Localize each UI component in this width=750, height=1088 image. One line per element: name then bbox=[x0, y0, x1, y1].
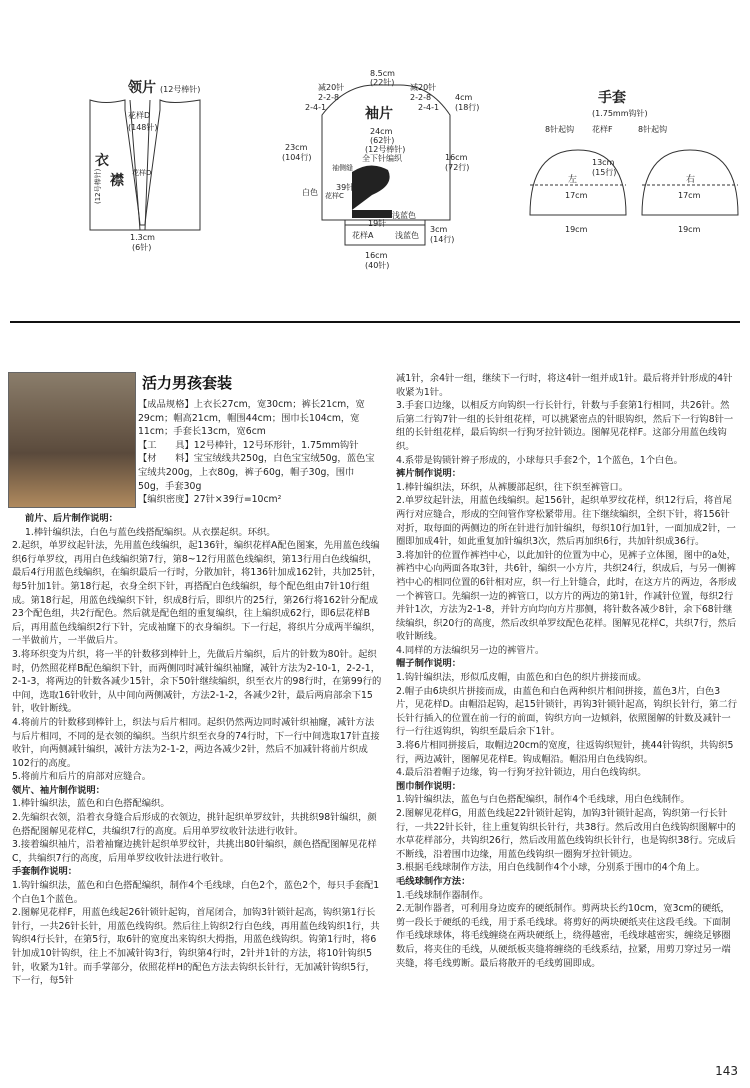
mitten-height-rows: (15行) bbox=[592, 168, 617, 177]
sleeve-title: 袖片 bbox=[365, 106, 393, 122]
col2_sections-para: 4.最后沿着帽子边缘，钩一行狗牙拉针锁边，用白色线钩织。 bbox=[396, 767, 647, 779]
col1_sections-para: 1.棒针编织法，蓝色和白色搭配编织。 bbox=[12, 798, 170, 810]
col1_sections-para: 手套制作说明： bbox=[12, 866, 78, 878]
page-number: 143 bbox=[715, 1064, 738, 1078]
section-divider bbox=[10, 321, 740, 323]
col1_sections-para: 1.钩针编织法，蓝色和白色搭配编织，制作4个毛线球，白色2个，蓝色2个，每只手套配1个白色1个蓝色。 bbox=[12, 880, 380, 905]
col1-para: 【材 料】宝宝绒线共250g，白色宝宝绒50g，蓝色宝宝绒共200g，上衣80g，裤子60g，帽子30g，围巾50g，手套30g bbox=[138, 453, 375, 492]
col2_sections-para: 3.将加针的位置作裤裆中心，以此加针的位置为中心，见裤子立体图，图中的a处，裤裆中心向两面各取3针，共6针，编织一小方片，共织24行，织成后，与另一侧裤裆中心的相同位置的6针相对应，织一行上针缝合，此时，在这方片的两边，各形成一个裤管口。先编织一边的裤管口，以方片的两边的第1针，作减针位置，每织2行并针1次，方法为2-1-8，并针方向均向方片那侧，将针数各减少8针，余下68针继续编织，织20行的高度，然后改织单罗纹配色花样。图解见花样C，共织7行，然后收针断线。 bbox=[396, 549, 737, 643]
col2_sections-para: 裤片制作说明： bbox=[396, 468, 462, 480]
col2_sections-para: 1.钩针编织法，蓝色与白色搭配编织，制作4个毛线球，用白色线制作。 bbox=[396, 794, 690, 806]
col2_sections-para: 3.根据毛线球制作方法，用白色线制作4个小球，分别系于围巾的4个角上。 bbox=[396, 862, 705, 874]
mitten-needle: (1.75mm钩针) bbox=[592, 109, 648, 118]
sleeve-body-rows: (72行) bbox=[445, 163, 470, 172]
sleeve-white: 白色 bbox=[302, 188, 318, 197]
sleeve-mid-width: 24cm bbox=[370, 127, 393, 136]
collar-title: 领片 bbox=[128, 80, 156, 96]
collar-pattern: 花样D bbox=[128, 111, 151, 120]
col1_sections-para: 4.将前片的针数移到棒针上，织法与后片相同。起织仍然两边同时减针织袖窿，减针方法与后片相同，不同的是衣领的编织。当织片织至衣身的74行时，下一行中间选取17针直接收针，向两侧减针编织，减针方法为2-1-2，两边各减少2针，然后不加减针将前片织成102行的高度。 bbox=[12, 716, 380, 769]
column-right bbox=[396, 372, 738, 970]
sleeve-cap-height: 4cm bbox=[455, 93, 473, 102]
article-title: 活力男孩套装 bbox=[142, 374, 233, 392]
sleeve-cap-rows: (18行) bbox=[455, 103, 480, 112]
col1-para: 【成品规格】上衣长27cm，宽30cm；裤长21cm，宽29cm；帽高21cm，帽围44cm；围巾长104cm，宽11cm；手套长13cm，宽6cm bbox=[138, 399, 365, 438]
col1_sections-para: 5.将前片和后片的肩部对应缝合。 bbox=[12, 771, 152, 783]
col1_sections-para: 2.先编织衣领，沿着衣身缝合后形成的衣领边，挑针起织单罗纹针，共挑织98针编织，颜色搭配图解见花样C，共编织7行的高度。后用单罗纹收针法进行收针。 bbox=[12, 812, 377, 837]
diagram-area bbox=[0, 0, 750, 320]
col1_sections-para: 前片、后片制作说明： bbox=[25, 513, 118, 524]
col2_sections-para: 3.手套口边缘，以相反方向钩织一行长针行，针数与手套第1行相同，共26针。然后第二行钩7针一组的长针组花样，可以挑紧密点的针眼钩织，然后下一行钩8针一组的长针组花样，最后钩织一行狗牙拉针锁边。图解见花样F。这部分用蓝色线钩织。 bbox=[396, 400, 734, 452]
col2_sections-para: 2.图解见花样G，用蓝色线起22针锁针起钩，加钩3针锁针起高，钩织第一行长针行，一共22针长针，往上重复钩织长针行，共38行。然后改用白色线钩织图解中的水草花样部分，共钩织26行，然后改用蓝色线钩织长针行，也是钩织38行。完成后不断线，沿着围巾边缘，用蓝色线钩织一圈狗牙拉针锁边。 bbox=[396, 808, 736, 860]
mitten-left-start: 8针起钩 bbox=[545, 125, 575, 134]
collar-needle-side: (12号棒针) bbox=[94, 168, 102, 204]
sleeve-full-pattern: 全下针编织 bbox=[362, 154, 402, 163]
sleeve-rib-rows: (14行) bbox=[430, 235, 455, 244]
col1_sections-para: 1.棒针编织法，白色与蓝色线搭配编织。从衣摆起织。环织。 bbox=[25, 526, 276, 538]
mitten-right-label: 右 bbox=[686, 175, 696, 185]
sleeve-blue: 浅蓝色 bbox=[392, 211, 416, 220]
col1_sections-para: 2.起织，单罗纹起针法，先用蓝色线编织，起136针，编织花样A配色图案，先用蓝色线编织6行单罗纹，再用白色线编织第7行，第8~12行用蓝色线编织，第13行用白色线编织，最后4行用蓝色线编织，在编织最后一行时，分散加针，将136针加成162针，共加25针，每5针加1针。第18行起，衣身全织下针，再搭配白色线编织，每个配色组由7针10行组成。第18行起，用蓝色线编织下针，织成8行后，即织片的25行，第26行将162针分配成23个配色组，共2行配色。然后就是配色组的重复编织，往上编织成62行，即6层花样B后，再用蓝色线编织2行下针，完成袖窿下的衣身编织。下一行起，将织片分成两半编织，一半做前片，一半做后片。 bbox=[12, 540, 382, 647]
mitten-right-start: 8针起钩 bbox=[638, 125, 668, 134]
sleeve-height: 23cm bbox=[285, 143, 308, 152]
sleeve-height-rows: (104行) bbox=[282, 153, 312, 162]
col2_sections-para: 4.系带是钩锁针辫子形成的，小球每只手套2个，1个蓝色，1个白色。 bbox=[396, 454, 683, 466]
spec-block bbox=[138, 398, 380, 507]
col1_sections-para: 2.图解见花样F，用蓝色线起26针锁针起钩，首尾闭合，加钩3针锁针起高，钩织第1行长针行，一共26针长针，用蓝色线钩织。然后往上钩织2行白色线，再用蓝色线钩织1行，共钩织4行长针，在第5行，取6针的宽度出来钩织大拇指，用蓝色线钩织。钩第1行时，将6针加成10针钩织，往上不加减针钩3行，钩织第4行时，2针并1针的方法，将10针钩织5针，收紧为1针。而手掌部分，依照花样H的配色方法去钩织长针行，无加减针钩织5行，下一行，每5针 bbox=[12, 907, 380, 987]
sleeve-dec-left: 减20针 bbox=[318, 83, 345, 92]
column-left bbox=[12, 512, 382, 988]
col2_sections-para: 围巾制作说明： bbox=[396, 780, 462, 792]
sleeve-dec-right: 减20针 bbox=[410, 83, 437, 92]
sleeve-dec-right-2: 2-2-8 bbox=[410, 93, 432, 102]
sleeve-top-width: 8.5cm bbox=[370, 69, 395, 78]
col2_sections-para: 毛线球制作方法： bbox=[396, 875, 471, 887]
mitten-title: 手套 bbox=[598, 90, 626, 106]
sleeve-dec-right-3: 2-4-1 bbox=[418, 103, 440, 112]
col2_sections-para: 2.无制作器者，可利用身边废弃的硬纸制作。剪两块长约10cm，宽3cm的硬纸，剪一段长于硬纸的毛线，用于系毛线球。将剪好的两块硬纸夹住这段毛线。下面制作毛线球球体，将毛线缠绕在两块硬纸上，绕得越密，毛线球越密实，缠绕足够圈数后，将夹住的毛线，从硬纸板夹缝将缠绕的毛线系结，拉紧，用剪刀穿过另一端夹缝，将毛线剪断。最后将散开的毛线剪圆即成。 bbox=[396, 903, 731, 969]
collar-pattern-side: 花样D bbox=[132, 169, 152, 177]
sleeve-body-height: 16cm bbox=[445, 153, 468, 162]
mitten-height: 13cm bbox=[592, 158, 615, 167]
sleeve-rib-height: 3cm bbox=[430, 225, 448, 234]
collar-needle: (12号棒针) bbox=[160, 85, 201, 94]
col1-para: 【编织密度】27针×39行=10cm² bbox=[138, 494, 282, 506]
col2_sections-para: 帽子制作说明： bbox=[396, 658, 462, 670]
col2_sections-para: 4.同样的方法编织另一边的裤管片。 bbox=[396, 644, 545, 656]
col2_sections-para: 2.单罗纹起针法，用蓝色线编织。起156针，起织单罗纹花样，织12行后，将首尾两行对应缝合，形成的空间管作穿松紧带用。往下继续编织，全织下针，将156针对折，取每面的两侧边的所在针进行加针编织，每织10行加1针，一面加成2针，一圈即加成4针，如此重复加针编织3次，然后再加织6行，共加针织成36行。 bbox=[396, 495, 736, 548]
col2_sections-para: 减1针，余4针一组，继续下一行时，将这4针一组并成1针。最后将并针形成的4针收紧为1针。 bbox=[396, 373, 733, 398]
sleeve-number-mark bbox=[352, 165, 392, 218]
sleeve-dec-left-3: 2-4-1 bbox=[305, 103, 327, 112]
mitten-inner-width-right: 17cm bbox=[678, 191, 701, 200]
sleeve-needle: (12号棒针) bbox=[365, 145, 406, 154]
sleeve-mid-sts: (62针) bbox=[370, 136, 395, 145]
col1_sections-para: 3.将环织变为片织，将一半的针数移到棒针上，先做后片编织，后片的针数为80针。起织时，仍然照花样B配色编织下针，而两侧同时减针编织袖窿，减针方法为2-10-1，2-2-1，2-1-3，将两边的针数各减少15针，余下50针继续编织，织至衣片的98行时，在第99行的中间，选取16针收针，从中间向两侧减针，方法2-1-2，各减少2针，最后两肩部余下15针，收针断线。 bbox=[12, 648, 382, 715]
col2_sections-para: 1.毛线球制作器制作。 bbox=[396, 889, 489, 901]
sleeve-side-seam: 袖侧缝 bbox=[332, 164, 353, 172]
mitten-outer-width-right: 19cm bbox=[678, 225, 701, 234]
mitten-inner-width-left: 17cm bbox=[565, 191, 588, 200]
collar-rows: (148针) bbox=[128, 123, 158, 132]
sleeve-pattern-c: 花样C bbox=[325, 192, 344, 200]
col1_sections-para: 领片、袖片制作说明： bbox=[12, 784, 105, 796]
col1_sections-para: 3.接着编织袖片，沿着袖窿边挑针起织单罗纹针，共挑出80针编织，颜色搭配图解见花样C，共编织7行的高度，后用单罗纹收针法进行收针。 bbox=[12, 839, 377, 864]
sleeve-sts-39: 39针 bbox=[336, 183, 355, 192]
mitten-pattern: 花样F bbox=[592, 125, 613, 134]
col2_sections-para: 1.钩针编织法，形似瓜皮帽，由蓝色和白色的织片拼接而成。 bbox=[396, 672, 647, 684]
mitten-left-label: 左 bbox=[568, 175, 578, 185]
sleeve-bottom-blue: 浅蓝色 bbox=[395, 231, 419, 240]
sleeve-bottom-width: 16cm bbox=[365, 251, 388, 260]
col2_sections-para: 3.将6片相同拼接后，取帽边20cm的宽度，往返钩织短针，挑44针钩织，共钩织5行，两边减针，图解见花样E。钩成帽沿。帽沿用白色线钩织。 bbox=[396, 740, 734, 765]
body-label: 衣 bbox=[95, 153, 109, 169]
placket-label: 襟 bbox=[110, 173, 124, 189]
collar-width-sts: (6针) bbox=[132, 243, 152, 252]
col2_sections-para: 1.棒针编织法，环织，从裤腰部起织，往下织至裤管口。 bbox=[396, 481, 628, 493]
mitten-diagram bbox=[530, 150, 738, 215]
sleeve-bottom-sts: (40针) bbox=[365, 261, 390, 270]
col2_sections-para: 2.帽子由6块织片拼接而成，由蓝色和白色两种织片相间拼接，蓝色3片，白色3片，见花样D。由帽沿起钩，起15针锁针，再钩3针锁针起高，钩织长针行，第二行长针行插入的位置在前一行的前面，钩织方向一边倾斜，依照图解的针数及减针一行一行往返钩织，钩织至最后余下1针。 bbox=[396, 685, 737, 738]
sleeve-pattern-a: 花样A bbox=[352, 231, 374, 240]
collar-width: 1.3cm bbox=[130, 233, 155, 242]
product-photo bbox=[8, 372, 136, 508]
sleeve-dec-left-2: 2-2-8 bbox=[318, 93, 340, 102]
sleeve-top-sts: (22针) bbox=[370, 78, 395, 87]
mitten-outer-width-left: 19cm bbox=[565, 225, 588, 234]
col1-para: 【工 具】12号棒针，12号环形针，1.75mm钩针 bbox=[138, 439, 359, 451]
sleeve-sts-19: 19针 bbox=[368, 219, 387, 228]
